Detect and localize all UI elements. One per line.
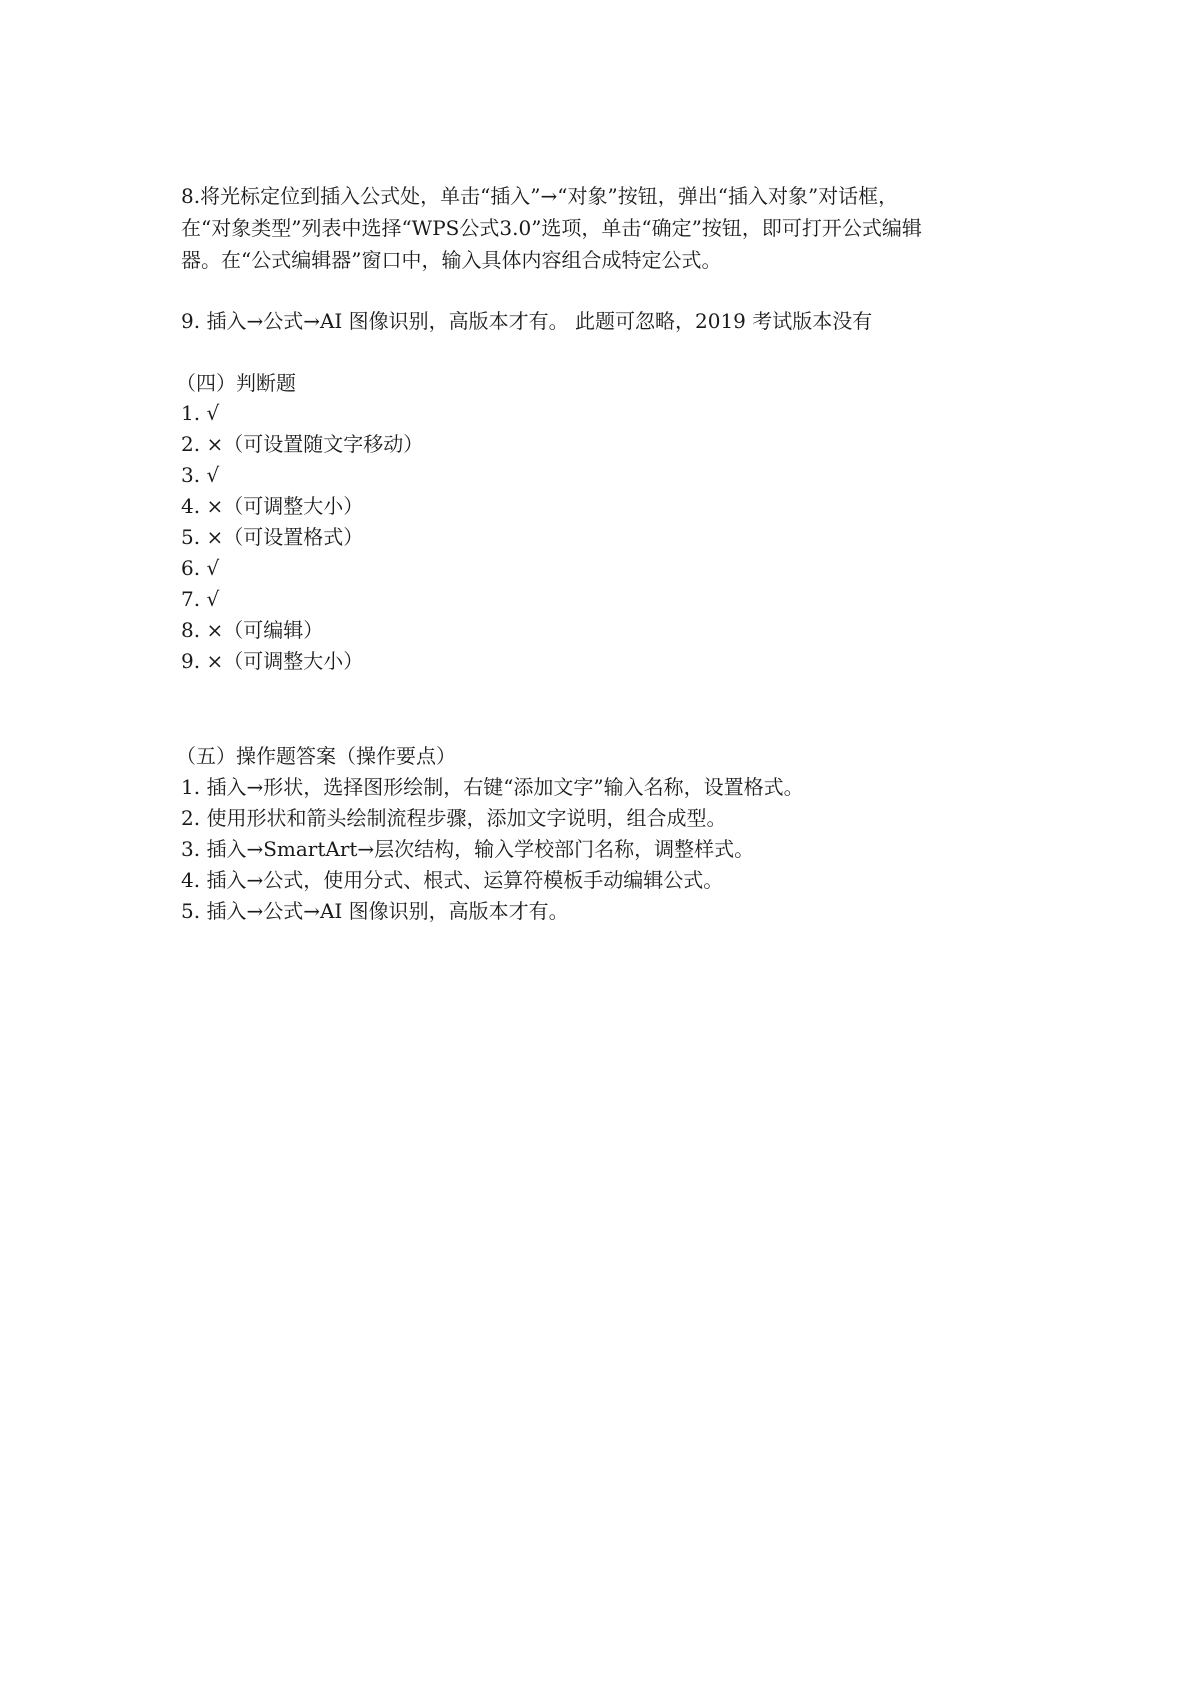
list-item: 9. ×（可调整大小） <box>181 649 364 673</box>
list-item: 6. √ <box>181 556 220 580</box>
section-heading-operation: （五）操作题答案（操作要点） <box>176 744 456 768</box>
list-item: 3. √ <box>181 463 220 487</box>
answer-9: 9. 插入→公式→AI 图像识别，高版本才有。 此题可忽略，2019 考试版本没有 <box>181 309 873 333</box>
list-item: 8. ×（可编辑） <box>181 618 324 642</box>
answer-8-line-2: 在“对象类型”列表中选择“WPS公式3.0”选项，单击“确定”按钮，即可打开公式编辑 <box>181 216 922 240</box>
answer-8-line-1: 8.将光标定位到插入公式处，单击“插入”→“对象”按钮，弹出“插入对象”对话框， <box>181 184 899 208</box>
list-item: 5. ×（可设置格式） <box>181 525 364 549</box>
list-item: 7. √ <box>181 587 220 611</box>
answer-8-line-3: 器。在“公式编辑器”窗口中，输入具体内容组合成特定公式。 <box>181 248 722 272</box>
list-item: 3. 插入→SmartArt→层次结构，输入学校部门名称，调整样式。 <box>181 837 755 861</box>
list-item: 4. ×（可调整大小） <box>181 494 364 518</box>
list-item: 4. 插入→公式，使用分式、根式、运算符模板手动编辑公式。 <box>181 868 724 892</box>
list-item: 2. ×（可设置随文字移动） <box>181 432 424 456</box>
list-item: 1. 插入→形状，选择图形绘制，右键“添加文字”输入名称，设置格式。 <box>181 775 804 799</box>
list-item: 1. √ <box>181 401 220 425</box>
section-heading-true-false: （四）判断题 <box>176 371 296 395</box>
list-item: 2. 使用形状和箭头绘制流程步骤，添加文字说明，组合成型。 <box>181 806 727 830</box>
list-item: 5. 插入→公式→AI 图像识别，高版本才有。 <box>181 899 569 923</box>
